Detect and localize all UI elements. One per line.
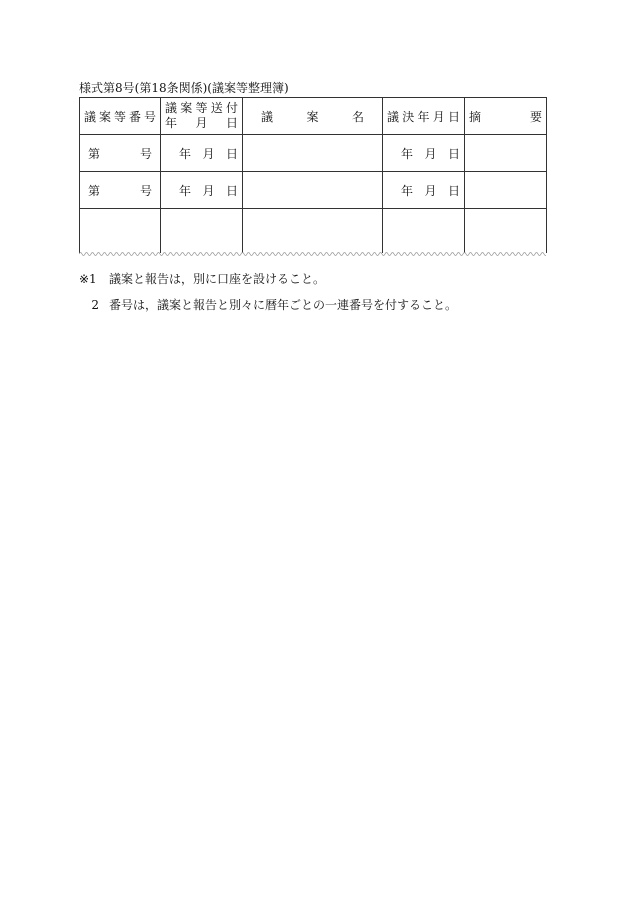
note-item xyxy=(79,292,457,318)
header-remarks: 摘 要 xyxy=(465,98,547,135)
sent-date-cell[interactable] xyxy=(161,209,243,254)
bill-number-cell[interactable] xyxy=(80,209,161,254)
table-header-row xyxy=(80,98,547,135)
remarks-cell[interactable] xyxy=(465,172,547,209)
decided-date-cell[interactable]: 年 月 日 xyxy=(383,172,465,209)
bill-number-cell[interactable]: 第 号 xyxy=(80,135,161,172)
wavy-break-line xyxy=(79,250,546,258)
sent-date-cell[interactable]: 年 月 日 xyxy=(161,135,243,172)
bill-number-cell[interactable]: 第 号 xyxy=(80,172,161,209)
table-row xyxy=(80,135,547,172)
sent-date-cell[interactable]: 年 月 日 xyxy=(161,172,243,209)
header-sent-date: 議 案 等 送 付 年 月 日 xyxy=(161,98,243,135)
remarks-cell[interactable] xyxy=(465,209,547,254)
note-item xyxy=(79,266,457,292)
note-mark: ※1 xyxy=(79,272,97,286)
header-bill-number: 議 案 等 番 号 xyxy=(80,98,161,135)
decided-date-cell[interactable] xyxy=(383,209,465,254)
decided-date-cell[interactable]: 年 月 日 xyxy=(383,135,465,172)
bill-name-cell[interactable] xyxy=(243,135,383,172)
note-text: 番号は，議案と報告と別々に暦年ごとの一連番号を付すること。 xyxy=(109,298,458,312)
table-row xyxy=(80,209,547,254)
form-title: 様式第8号(第18条関係)(議案等整理簿) xyxy=(79,81,289,95)
bill-name-cell[interactable] xyxy=(243,209,383,254)
header-bill-name: 議 案 名 xyxy=(243,98,383,135)
table-row xyxy=(80,172,547,209)
bill-register-table xyxy=(79,97,547,253)
note-text: 議案と報告は，別に口座を設けること。 xyxy=(109,272,326,286)
remarks-cell[interactable] xyxy=(465,135,547,172)
notes xyxy=(79,266,457,318)
header-decided-date: 議 決 年 月 日 xyxy=(383,98,465,135)
note-mark: 2 xyxy=(91,298,99,312)
bill-name-cell[interactable] xyxy=(243,172,383,209)
